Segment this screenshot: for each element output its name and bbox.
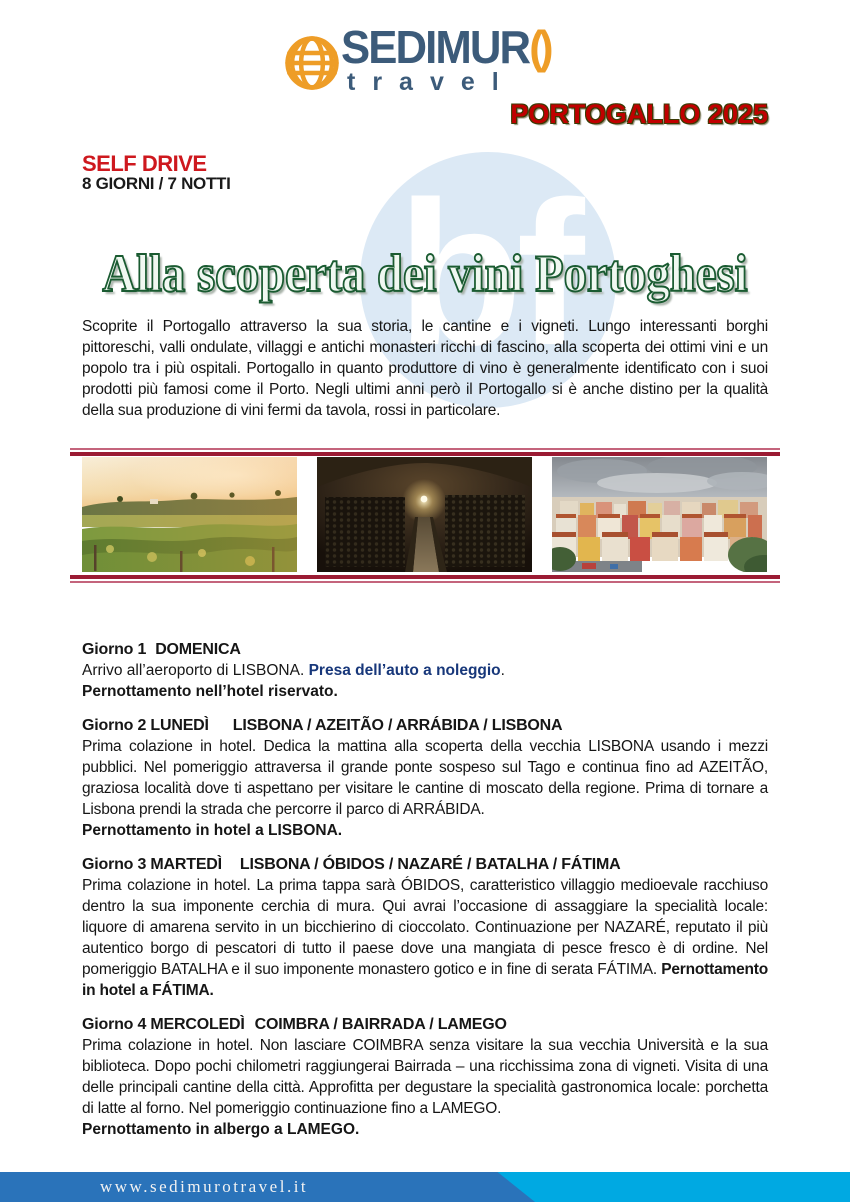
day-4-overnight: Pernottamento in albergo a LAMEGO. [82, 1121, 360, 1138]
day-4-heading [82, 1014, 768, 1035]
day-3-body-text: Prima colazione in hotel. La prima tappa sarà ÓBIDOS, caratteristico villaggio medioevale racchiuso dentro la sua imponente cerchia di mura. Qui avrai l’occasione di assaggiare la specialità locale: liquore di amarena servito in un bicchierino di cioccolato. Continuazione per NAZARÉ, reputato il più autentico borgo di pescatori di tutto il paese dove una mangiata di pesce fresco è di ordine. Nel pomeriggio BATALHA e il suo imponente monastero gotico e in fine di serata FÁTIMA. [82, 877, 768, 978]
day-1-overnight: Pernottamento nell’hotel riservato. [82, 683, 338, 700]
page-title: Alla scoperta dei vini Portoghesi [102, 245, 748, 303]
brand-subtitle: travel [347, 68, 516, 96]
day-4-description: Prima colazione in hotel. Non lasciare COIMBRA senza visitare la sua vecchia Università e la sua biblioteca. Dopo pochi chilometri raggiungerai Bairrada – una ricchissima zona di vigneti. Visita di una delle principali cantine della città. Approfitta per degustare la specialità gastronomica locale: porchetta di latte al forno. Nel pomeriggio continuazione fino a LAMEGO. [82, 1037, 768, 1117]
day-1-weekday: DOMENICA [155, 641, 241, 658]
trip-duration: 8 GIORNI / 7 NOTTI [82, 174, 231, 193]
day-2-heading [82, 715, 768, 736]
day-1-text-end: . [500, 662, 505, 679]
day-4-block [82, 1014, 768, 1140]
car-rental-link[interactable]: Presa dell’auto a noleggio [308, 662, 501, 679]
day-4-route: COIMBRA / BAIRRADA / LAMEGO [254, 1016, 507, 1033]
photo-band-bottom-rule [70, 575, 780, 583]
photo-wine-cellar [317, 457, 532, 572]
intro-paragraph: Scoprite il Portogallo attraverso la sua storia, le cantine e i vigneti. Lungo interessanti borghi pittoreschi, valli ondulate, villaggi e antichi monasteri ricchi di fascino, alla scoperta dei ottimi vini e un popolo tra i più ospitali. Portogallo in quanto produttore di vino è generalmente identificato con i suoi prodotti più famosi come il Porto. Negli ultimi anni però il Portogallo si è anche distino per la qualità della sua produzione di vini fermi da tavola, rossi in particolare. [82, 318, 768, 419]
day-2-route: LISBONA / AZEITÃO / ARRÁBIDA / LISBONA [232, 717, 563, 734]
day-3-description [82, 875, 768, 1001]
day-2-label: Giorno 2 LUNEDÌ [82, 717, 209, 734]
day-4-label: Giorno 4 MERCOLEDÌ [82, 1016, 245, 1033]
day-1-text [82, 660, 768, 681]
day-3-overnight: Pernottamento in hotel a FÁTIMA. [82, 961, 768, 999]
day-1-heading [82, 639, 768, 660]
bf-watermark-letters: bf [397, 158, 579, 388]
photo-band-top-rule [70, 448, 780, 456]
day-2-overnight: Pernottamento in hotel a LISBONA. [82, 822, 343, 839]
trip-mode: SELF DRIVE [82, 151, 207, 176]
day-3-label: Giorno 3 MARTEDÌ [82, 856, 222, 873]
day-2-block [82, 715, 768, 841]
footer-bar [0, 1172, 850, 1202]
photo-strip [82, 457, 768, 572]
globe-icon [283, 34, 341, 97]
day-2-description: Prima colazione in hotel. Dedica la mattina alla scoperta della vecchia LISBONA usando i mezzi pubblici. Nel pomeriggio attraversa il grande ponte sospeso sul Tago e continua fino ad AZEITÃO, graziosa località dove ti aspettano per visitare le cantine di moscato della regione. Prima di tornare a Lisbona prendi la strada che percorre il parco di ARRÁBIDA. [82, 738, 768, 818]
brand-name [341, 22, 549, 73]
brand-word: SEDIMUR [341, 21, 530, 73]
day-1-label: Giorno 1 [82, 641, 147, 658]
day-1-arrival-text: Arrivo all’aeroporto di LISBONA. [82, 662, 309, 679]
day-3-block [82, 854, 768, 1001]
day-1-block [82, 639, 768, 702]
itinerary-section [82, 639, 768, 1153]
day-3-route: LISBONA / ÓBIDOS / NAZARÉ / BATALHA / FÁTIMA [239, 856, 621, 873]
campaign-title: PORTOGALLO 2025 [510, 99, 768, 129]
photo-hillside-town [552, 457, 767, 572]
website-link[interactable]: www.sedimurotravel.it [100, 1177, 309, 1196]
day-3-heading [82, 854, 768, 875]
photo-vineyard-sunset [82, 457, 297, 572]
brand-parentheses: () [529, 21, 549, 73]
